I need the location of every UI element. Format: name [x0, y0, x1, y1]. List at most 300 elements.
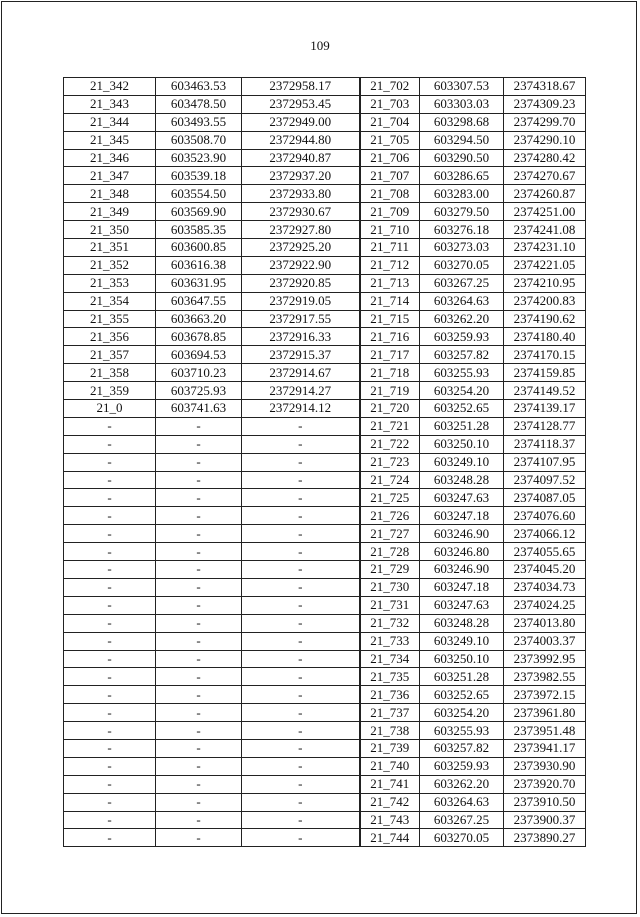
table-row: [64, 632, 586, 650]
cell-x-coord-right: 603267.25: [420, 274, 504, 292]
cell-point-id-left: 21_348: [64, 185, 156, 203]
table-row: [64, 507, 586, 525]
cell-x-coord-left: -: [156, 757, 242, 775]
cell-y-coord-right: 2374013.80: [504, 614, 586, 632]
cell-point-id-right: 21_711: [360, 239, 420, 257]
cell-y-coord-left: -: [242, 489, 360, 507]
cell-point-id-left: -: [64, 686, 156, 704]
cell-x-coord-left: -: [156, 739, 242, 757]
cell-x-coord-left: 603631.95: [156, 274, 242, 292]
table-row: [64, 722, 586, 740]
cell-y-coord-left: -: [242, 650, 360, 668]
cell-y-coord-right: 2374003.37: [504, 632, 586, 650]
cell-y-coord-left: -: [242, 829, 360, 847]
cell-x-coord-right: 603247.63: [420, 596, 504, 614]
cell-point-id-right: 21_712: [360, 256, 420, 274]
cell-x-coord-left: 603478.50: [156, 95, 242, 113]
cell-point-id-right: 21_742: [360, 793, 420, 811]
table-row: [64, 829, 586, 847]
cell-y-coord-right: 2374190.62: [504, 310, 586, 328]
cell-point-id-right: 21_741: [360, 775, 420, 793]
cell-point-id-right: 21_719: [360, 382, 420, 400]
cell-y-coord-left: -: [242, 417, 360, 435]
cell-point-id-left: 21_343: [64, 95, 156, 113]
cell-y-coord-left: 2372949.00: [242, 113, 360, 131]
cell-point-id-right: 21_727: [360, 525, 420, 543]
cell-x-coord-right: 603294.50: [420, 131, 504, 149]
cell-y-coord-right: 2374270.67: [504, 167, 586, 185]
table-row: [64, 382, 586, 400]
cell-x-coord-left: 603741.63: [156, 400, 242, 418]
table-row: [64, 203, 586, 221]
cell-x-coord-right: 603250.10: [420, 650, 504, 668]
cell-point-id-right: 21_723: [360, 453, 420, 471]
cell-y-coord-left: -: [242, 793, 360, 811]
cell-y-coord-right: 2374241.08: [504, 221, 586, 239]
cell-y-coord-left: 2372914.12: [242, 400, 360, 418]
table-row: [64, 668, 586, 686]
table-row: [64, 417, 586, 435]
cell-point-id-left: -: [64, 650, 156, 668]
cell-point-id-left: -: [64, 525, 156, 543]
cell-x-coord-left: -: [156, 793, 242, 811]
cell-x-coord-left: -: [156, 722, 242, 740]
cell-x-coord-left: -: [156, 417, 242, 435]
cell-point-id-left: -: [64, 596, 156, 614]
cell-x-coord-right: 603248.28: [420, 614, 504, 632]
table-row: [64, 292, 586, 310]
cell-point-id-right: 21_740: [360, 757, 420, 775]
table-row: [64, 471, 586, 489]
cell-y-coord-left: -: [242, 435, 360, 453]
cell-y-coord-right: 2374024.25: [504, 596, 586, 614]
cell-y-coord-right: 2374260.87: [504, 185, 586, 203]
cell-x-coord-left: 603554.50: [156, 185, 242, 203]
cell-x-coord-right: 603251.28: [420, 417, 504, 435]
cell-y-coord-right: 2373941.17: [504, 739, 586, 757]
cell-x-coord-left: 603493.55: [156, 113, 242, 131]
cell-point-id-left: -: [64, 489, 156, 507]
table-row: [64, 793, 586, 811]
cell-x-coord-right: 603286.65: [420, 167, 504, 185]
table-row: [64, 328, 586, 346]
cell-y-coord-right: 2374055.65: [504, 543, 586, 561]
cell-x-coord-right: 603246.80: [420, 543, 504, 561]
table-row: [64, 113, 586, 131]
cell-y-coord-right: 2373951.48: [504, 722, 586, 740]
cell-y-coord-left: -: [242, 739, 360, 757]
cell-point-id-right: 21_726: [360, 507, 420, 525]
cell-y-coord-right: 2374128.77: [504, 417, 586, 435]
cell-x-coord-left: -: [156, 775, 242, 793]
cell-x-coord-right: 603303.03: [420, 95, 504, 113]
cell-y-coord-left: -: [242, 704, 360, 722]
cell-y-coord-left: -: [242, 757, 360, 775]
cell-point-id-left: -: [64, 811, 156, 829]
cell-point-id-right: 21_722: [360, 435, 420, 453]
cell-point-id-left: 21_359: [64, 382, 156, 400]
cell-y-coord-right: 2374170.15: [504, 346, 586, 364]
cell-y-coord-right: 2374087.05: [504, 489, 586, 507]
cell-point-id-right: 21_702: [360, 78, 420, 96]
cell-x-coord-right: 603283.00: [420, 185, 504, 203]
cell-point-id-left: 21_347: [64, 167, 156, 185]
table-row: [64, 256, 586, 274]
cell-point-id-right: 21_707: [360, 167, 420, 185]
cell-x-coord-left: 603647.55: [156, 292, 242, 310]
cell-x-coord-right: 603252.65: [420, 686, 504, 704]
cell-x-coord-right: 603247.63: [420, 489, 504, 507]
cell-y-coord-left: 2372917.55: [242, 310, 360, 328]
cell-x-coord-left: -: [156, 507, 242, 525]
cell-x-coord-right: 603262.20: [420, 310, 504, 328]
cell-point-id-left: 21_345: [64, 131, 156, 149]
cell-y-coord-right: 2374118.37: [504, 435, 586, 453]
cell-x-coord-left: -: [156, 471, 242, 489]
cell-x-coord-right: 603251.28: [420, 668, 504, 686]
cell-y-coord-left: 2372920.85: [242, 274, 360, 292]
table-row: [64, 149, 586, 167]
cell-x-coord-right: 603279.50: [420, 203, 504, 221]
cell-y-coord-left: 2372919.05: [242, 292, 360, 310]
cell-x-coord-left: 603508.70: [156, 131, 242, 149]
cell-y-coord-left: 2372953.45: [242, 95, 360, 113]
cell-point-id-left: 21_355: [64, 310, 156, 328]
cell-y-coord-left: -: [242, 811, 360, 829]
cell-y-coord-left: 2372944.80: [242, 131, 360, 149]
cell-point-id-right: 21_705: [360, 131, 420, 149]
table-row: [64, 274, 586, 292]
cell-point-id-right: 21_721: [360, 417, 420, 435]
cell-y-coord-right: 2374200.83: [504, 292, 586, 310]
cell-x-coord-left: -: [156, 614, 242, 632]
cell-x-coord-right: 603246.90: [420, 525, 504, 543]
cell-point-id-right: 21_738: [360, 722, 420, 740]
cell-y-coord-left: -: [242, 775, 360, 793]
cell-point-id-left: -: [64, 561, 156, 579]
cell-y-coord-right: 2374251.00: [504, 203, 586, 221]
cell-y-coord-right: 2374076.60: [504, 507, 586, 525]
cell-x-coord-left: -: [156, 829, 242, 847]
cell-point-id-right: 21_744: [360, 829, 420, 847]
cell-x-coord-right: 603252.65: [420, 400, 504, 418]
cell-y-coord-left: -: [242, 668, 360, 686]
table-row: [64, 78, 586, 96]
cell-point-id-right: 21_720: [360, 400, 420, 418]
cell-y-coord-left: 2372933.80: [242, 185, 360, 203]
cell-x-coord-left: -: [156, 632, 242, 650]
cell-point-id-right: 21_730: [360, 578, 420, 596]
cell-x-coord-right: 603273.03: [420, 239, 504, 257]
cell-y-coord-left: 2372922.90: [242, 256, 360, 274]
cell-x-coord-left: 603616.38: [156, 256, 242, 274]
table-row: [64, 489, 586, 507]
cell-y-coord-right: 2374159.85: [504, 364, 586, 382]
cell-y-coord-left: -: [242, 632, 360, 650]
cell-y-coord-right: 2374231.10: [504, 239, 586, 257]
cell-point-id-right: 21_714: [360, 292, 420, 310]
cell-x-coord-right: 603249.10: [420, 453, 504, 471]
cell-y-coord-left: -: [242, 525, 360, 543]
cell-point-id-right: 21_739: [360, 739, 420, 757]
cell-point-id-left: 21_349: [64, 203, 156, 221]
cell-y-coord-right: 2374210.95: [504, 274, 586, 292]
table-row: [64, 95, 586, 113]
cell-x-coord-right: 603257.82: [420, 346, 504, 364]
cell-point-id-left: -: [64, 453, 156, 471]
cell-x-coord-right: 603298.68: [420, 113, 504, 131]
table-row: [64, 221, 586, 239]
cell-y-coord-left: 2372925.20: [242, 239, 360, 257]
cell-y-coord-right: 2374045.20: [504, 561, 586, 579]
cell-x-coord-left: -: [156, 561, 242, 579]
cell-y-coord-left: 2372914.67: [242, 364, 360, 382]
cell-x-coord-right: 603307.53: [420, 78, 504, 96]
cell-y-coord-left: 2372937.20: [242, 167, 360, 185]
table-row: [64, 346, 586, 364]
cell-x-coord-right: 603248.28: [420, 471, 504, 489]
cell-x-coord-left: 603694.53: [156, 346, 242, 364]
table-row: [64, 614, 586, 632]
cell-point-id-left: -: [64, 435, 156, 453]
cell-point-id-left: 21_354: [64, 292, 156, 310]
cell-point-id-left: 21_350: [64, 221, 156, 239]
cell-y-coord-right: 2374066.12: [504, 525, 586, 543]
cell-x-coord-right: 603254.20: [420, 382, 504, 400]
cell-point-id-left: -: [64, 417, 156, 435]
cell-x-coord-right: 603255.93: [420, 364, 504, 382]
cell-y-coord-left: -: [242, 471, 360, 489]
cell-point-id-left: -: [64, 614, 156, 632]
cell-y-coord-right: 2373890.27: [504, 829, 586, 847]
cell-point-id-right: 21_717: [360, 346, 420, 364]
cell-point-id-right: 21_736: [360, 686, 420, 704]
cell-point-id-left: -: [64, 668, 156, 686]
cell-x-coord-left: 603463.53: [156, 78, 242, 96]
cell-x-coord-right: 603259.93: [420, 328, 504, 346]
cell-y-coord-right: 2374318.67: [504, 78, 586, 96]
cell-point-id-left: -: [64, 829, 156, 847]
cell-point-id-right: 21_724: [360, 471, 420, 489]
table-row: [64, 757, 586, 775]
cell-x-coord-left: -: [156, 668, 242, 686]
cell-y-coord-left: -: [242, 578, 360, 596]
table-row: [64, 167, 586, 185]
cell-x-coord-right: 603246.90: [420, 561, 504, 579]
cell-point-id-right: 21_709: [360, 203, 420, 221]
cell-x-coord-left: 603725.93: [156, 382, 242, 400]
cell-point-id-right: 21_725: [360, 489, 420, 507]
cell-x-coord-right: 603276.18: [420, 221, 504, 239]
table-row: [64, 310, 586, 328]
page-number: 109: [310, 38, 330, 53]
cell-point-id-left: 21_346: [64, 149, 156, 167]
cell-y-coord-right: 2374280.42: [504, 149, 586, 167]
table-row: [64, 561, 586, 579]
table-row: [64, 650, 586, 668]
cell-x-coord-left: 603600.85: [156, 239, 242, 257]
cell-point-id-right: 21_716: [360, 328, 420, 346]
cell-point-id-left: -: [64, 507, 156, 525]
cell-y-coord-left: -: [242, 561, 360, 579]
cell-point-id-right: 21_718: [360, 364, 420, 382]
cell-x-coord-left: 603585.35: [156, 221, 242, 239]
cell-y-coord-left: 2372916.33: [242, 328, 360, 346]
cell-point-id-right: 21_731: [360, 596, 420, 614]
cell-point-id-right: 21_713: [360, 274, 420, 292]
cell-y-coord-right: 2373930.90: [504, 757, 586, 775]
table-row: [64, 131, 586, 149]
cell-point-id-left: -: [64, 578, 156, 596]
cell-x-coord-left: -: [156, 686, 242, 704]
table-row: [64, 686, 586, 704]
cell-x-coord-left: 603678.85: [156, 328, 242, 346]
cell-y-coord-right: 2374309.23: [504, 95, 586, 113]
cell-x-coord-left: -: [156, 525, 242, 543]
cell-y-coord-right: 2373900.37: [504, 811, 586, 829]
cell-y-coord-left: 2372930.67: [242, 203, 360, 221]
cell-y-coord-right: 2373982.55: [504, 668, 586, 686]
cell-point-id-left: 21_0: [64, 400, 156, 418]
cell-point-id-right: 21_729: [360, 561, 420, 579]
cell-y-coord-right: 2374290.10: [504, 131, 586, 149]
cell-x-coord-left: -: [156, 543, 242, 561]
cell-y-coord-left: -: [242, 596, 360, 614]
cell-point-id-right: 21_710: [360, 221, 420, 239]
cell-x-coord-left: -: [156, 650, 242, 668]
cell-point-id-right: 21_737: [360, 704, 420, 722]
cell-x-coord-right: 603290.50: [420, 149, 504, 167]
table-row: [64, 435, 586, 453]
table-row: [64, 400, 586, 418]
table-row: [64, 543, 586, 561]
cell-x-coord-right: 603254.20: [420, 704, 504, 722]
cell-point-id-right: 21_703: [360, 95, 420, 113]
cell-y-coord-right: 2374299.70: [504, 113, 586, 131]
table-row: [64, 739, 586, 757]
table-row: [64, 775, 586, 793]
cell-x-coord-left: -: [156, 578, 242, 596]
cell-y-coord-left: 2372940.87: [242, 149, 360, 167]
cell-y-coord-right: 2374221.05: [504, 256, 586, 274]
coordinates-table: [63, 77, 586, 847]
cell-x-coord-right: 603262.20: [420, 775, 504, 793]
cell-point-id-right: 21_706: [360, 149, 420, 167]
table-row: [64, 453, 586, 471]
cell-x-coord-right: 603264.63: [420, 292, 504, 310]
cell-point-id-right: 21_743: [360, 811, 420, 829]
cell-point-id-left: 21_353: [64, 274, 156, 292]
cell-y-coord-left: -: [242, 507, 360, 525]
cell-x-coord-right: 603249.10: [420, 632, 504, 650]
cell-point-id-left: -: [64, 471, 156, 489]
table-row: [64, 704, 586, 722]
cell-point-id-right: 21_733: [360, 632, 420, 650]
cell-point-id-left: -: [64, 775, 156, 793]
cell-y-coord-right: 2373910.50: [504, 793, 586, 811]
cell-point-id-left: -: [64, 739, 156, 757]
cell-point-id-right: 21_734: [360, 650, 420, 668]
cell-x-coord-right: 603259.93: [420, 757, 504, 775]
cell-point-id-left: 21_344: [64, 113, 156, 131]
cell-y-coord-left: 2372958.17: [242, 78, 360, 96]
cell-x-coord-left: 603710.23: [156, 364, 242, 382]
cell-y-coord-left: -: [242, 614, 360, 632]
table-row: [64, 185, 586, 203]
cell-y-coord-right: 2374149.52: [504, 382, 586, 400]
cell-y-coord-right: 2374034.73: [504, 578, 586, 596]
cell-y-coord-left: -: [242, 722, 360, 740]
cell-x-coord-right: 603255.93: [420, 722, 504, 740]
cell-point-id-left: -: [64, 704, 156, 722]
cell-x-coord-left: 603663.20: [156, 310, 242, 328]
cell-point-id-left: 21_342: [64, 78, 156, 96]
cell-y-coord-right: 2374180.40: [504, 328, 586, 346]
cell-x-coord-right: 603270.05: [420, 256, 504, 274]
cell-point-id-left: 21_357: [64, 346, 156, 364]
cell-x-coord-left: 603569.90: [156, 203, 242, 221]
cell-point-id-left: 21_358: [64, 364, 156, 382]
cell-point-id-left: -: [64, 757, 156, 775]
cell-x-coord-right: 603250.10: [420, 435, 504, 453]
cell-point-id-left: -: [64, 722, 156, 740]
cell-x-coord-right: 603270.05: [420, 829, 504, 847]
cell-x-coord-left: -: [156, 704, 242, 722]
cell-point-id-left: 21_351: [64, 239, 156, 257]
table-row: [64, 596, 586, 614]
cell-x-coord-right: 603264.63: [420, 793, 504, 811]
table-row: [64, 811, 586, 829]
cell-y-coord-right: 2373992.95: [504, 650, 586, 668]
cell-point-id-right: 21_715: [360, 310, 420, 328]
cell-point-id-left: -: [64, 793, 156, 811]
cell-point-id-right: 21_735: [360, 668, 420, 686]
table-row: [64, 525, 586, 543]
cell-y-coord-left: 2372915.37: [242, 346, 360, 364]
table-row: [64, 239, 586, 257]
cell-point-id-right: 21_704: [360, 113, 420, 131]
cell-point-id-right: 21_708: [360, 185, 420, 203]
cell-y-coord-left: 2372927.80: [242, 221, 360, 239]
cell-y-coord-right: 2374139.17: [504, 400, 586, 418]
cell-x-coord-left: -: [156, 453, 242, 471]
cell-x-coord-right: 603247.18: [420, 507, 504, 525]
cell-point-id-left: 21_356: [64, 328, 156, 346]
cell-y-coord-right: 2374097.52: [504, 471, 586, 489]
cell-y-coord-left: 2372914.27: [242, 382, 360, 400]
cell-y-coord-right: 2374107.95: [504, 453, 586, 471]
cell-x-coord-left: -: [156, 435, 242, 453]
cell-x-coord-left: -: [156, 596, 242, 614]
cell-y-coord-right: 2373920.70: [504, 775, 586, 793]
cell-x-coord-left: -: [156, 811, 242, 829]
cell-x-coord-right: 603257.82: [420, 739, 504, 757]
table-row: [64, 578, 586, 596]
cell-y-coord-right: 2373972.15: [504, 686, 586, 704]
cell-x-coord-left: 603539.18: [156, 167, 242, 185]
cell-y-coord-left: -: [242, 686, 360, 704]
cell-point-id-left: 21_352: [64, 256, 156, 274]
cell-x-coord-right: 603247.18: [420, 578, 504, 596]
cell-x-coord-left: -: [156, 489, 242, 507]
cell-point-id-right: 21_728: [360, 543, 420, 561]
cell-x-coord-right: 603267.25: [420, 811, 504, 829]
table-row: [64, 364, 586, 382]
cell-y-coord-left: -: [242, 543, 360, 561]
cell-point-id-right: 21_732: [360, 614, 420, 632]
cell-y-coord-right: 2373961.80: [504, 704, 586, 722]
cell-point-id-left: -: [64, 632, 156, 650]
